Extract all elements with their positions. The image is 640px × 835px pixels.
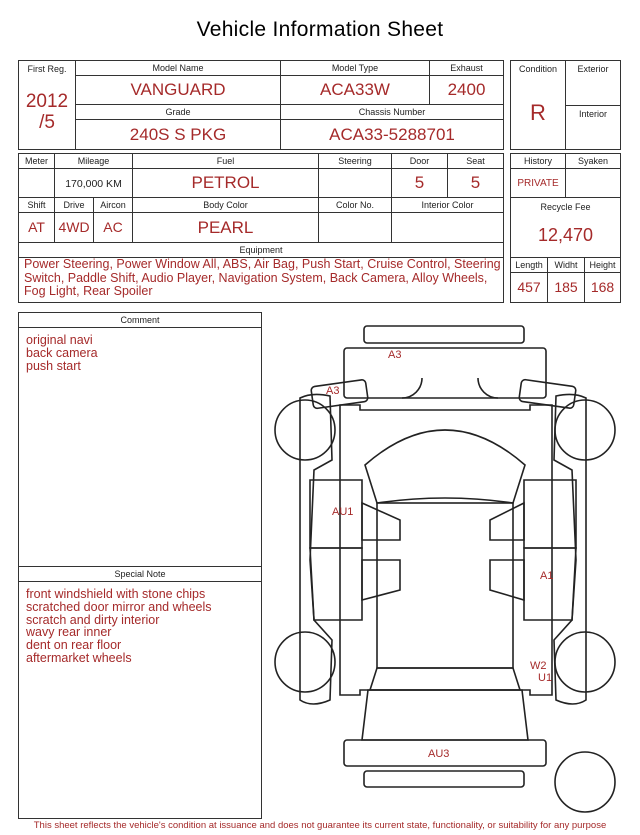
- model-name-value: VANGUARD: [130, 80, 226, 99]
- aircon-header: [93, 197, 133, 213]
- color-no-cell: [318, 212, 392, 243]
- chassis-value: ACA33-5288701: [329, 125, 455, 144]
- damage-rear-right-2: U1: [538, 672, 553, 684]
- damage-right-door: A1: [540, 570, 554, 582]
- model-type-label: Model Type: [331, 63, 379, 73]
- seat-label: Seat: [466, 156, 485, 166]
- model-type-value: ACA33W: [320, 80, 390, 99]
- hood-shape: [344, 348, 546, 398]
- seat-cell: [447, 168, 504, 198]
- car-damage-diagram: [268, 318, 628, 818]
- grade-label: Grade: [165, 107, 191, 117]
- model-name-label: Model Name: [152, 63, 204, 73]
- condition-cell: [510, 60, 566, 150]
- fuel-label: Fuel: [216, 156, 235, 166]
- comment-header: [18, 312, 262, 328]
- interior-label: Interior: [578, 109, 607, 119]
- history-label: History: [523, 156, 552, 166]
- first-reg-label: First Reg.: [27, 64, 67, 74]
- right-rear-window: [490, 560, 524, 600]
- exterior-cell: [565, 60, 621, 106]
- first-reg-month: /5: [39, 112, 55, 133]
- recycle-fee-label: Recycle Fee: [540, 202, 591, 212]
- rear-hatch: [362, 690, 528, 740]
- body-color-header: [132, 197, 319, 213]
- body-color-label: Body Color: [203, 200, 248, 210]
- page-title: Vehicle Information Sheet: [196, 18, 444, 41]
- color-no-header: [318, 197, 392, 213]
- shift-cell: [18, 212, 55, 243]
- drive-header: [54, 197, 94, 213]
- shift-label: Shift: [27, 200, 46, 210]
- comment-list: [26, 334, 98, 372]
- left-body-side: [300, 394, 332, 704]
- model-name-header: [75, 60, 281, 76]
- windshield-shape: [365, 430, 525, 503]
- damage-front-left: A3: [326, 385, 340, 397]
- special-note-item: scratched door mirror and wheels: [26, 599, 212, 614]
- length-header: [510, 257, 548, 273]
- length-cell: [510, 272, 548, 303]
- meter-cell: [18, 168, 55, 198]
- color-no-label: Color No.: [335, 200, 374, 210]
- height-header: [584, 257, 621, 273]
- history-value: PRIVATE: [517, 178, 559, 189]
- drive-label: Drive: [63, 200, 85, 210]
- left-rear-door: [310, 548, 362, 620]
- front-bumper-shape: [364, 326, 524, 343]
- mileage-header: [54, 153, 133, 169]
- grade-value: 240S S PKG: [129, 125, 227, 144]
- shift-value: AT: [28, 219, 45, 235]
- width-value: 185: [554, 279, 578, 295]
- right-rear-door: [524, 548, 576, 620]
- aircon-value: AC: [103, 219, 123, 235]
- syaken-cell: [565, 168, 621, 198]
- equipment-header: [18, 242, 504, 258]
- syaken-label: Syaken: [577, 156, 609, 166]
- history-cell: [510, 168, 566, 198]
- grade-cell: [75, 119, 281, 150]
- exhaust-label: Exhaust: [450, 63, 483, 73]
- rear-left-wheel: [275, 632, 335, 692]
- interior-color-label: Interior Color: [421, 200, 474, 210]
- model-type-header: [280, 60, 430, 76]
- first-reg-cell: [18, 60, 76, 150]
- model-type-cell: [280, 75, 430, 105]
- length-value: 457: [517, 279, 541, 295]
- special-note-item: dent on rear floor: [26, 638, 122, 653]
- interior-color-cell: [391, 212, 504, 243]
- door-cell: [391, 168, 448, 198]
- special-note-item: scratch and dirty interior: [26, 612, 160, 627]
- steering-label: Steering: [338, 156, 372, 166]
- damage-left-door: AU1: [332, 506, 354, 518]
- exhaust-value: 2400: [447, 80, 486, 99]
- roof-shape: [377, 503, 513, 668]
- hood-left-arc: [402, 378, 422, 398]
- fuel-cell: [132, 168, 319, 198]
- special-note-item: wavy rear inner: [26, 625, 112, 640]
- door-value: 5: [414, 173, 425, 192]
- aircon-cell: [93, 212, 133, 243]
- drive-value: 4WD: [58, 219, 90, 235]
- width-label: Widht: [554, 260, 578, 270]
- meter-header: [18, 153, 55, 169]
- damage-roof: A3: [388, 349, 402, 361]
- door-label: Door: [409, 156, 430, 166]
- equipment-value: Power Steering, Power Window All, ABS, Air Bag, Push Start, Cruise Control, Steering Switch, Paddle Shift, Audio Player, Navigation System, Back Camera, Alloy Wheels, Fog Light, Rear Spoiler: [24, 257, 501, 298]
- body-color-value: PEARL: [197, 218, 254, 237]
- model-name-cell: [75, 75, 281, 105]
- comment-item: push start: [26, 358, 81, 373]
- exterior-label: Exterior: [577, 64, 609, 74]
- rear-step-shape: [364, 771, 524, 787]
- left-front-window: [362, 503, 400, 540]
- height-value: 168: [590, 279, 615, 295]
- aircon-label: Aircon: [100, 200, 126, 210]
- special-note-item: aftermarket wheels: [26, 650, 132, 665]
- chassis-header: [280, 104, 504, 120]
- spare-wheel: [555, 752, 615, 812]
- interior-color-header: [391, 197, 504, 213]
- condition-label: Condition: [518, 64, 558, 74]
- length-label: Length: [515, 260, 543, 270]
- chassis-label: Chassis Number: [358, 107, 426, 117]
- damage-rear-right-1: W2: [530, 660, 547, 672]
- special-note-item: front windshield with stone chips: [26, 587, 206, 601]
- seat-value: 5: [470, 173, 481, 192]
- width-header: [547, 257, 585, 273]
- special-note-header: [18, 566, 262, 582]
- right-front-window: [490, 503, 524, 540]
- comment-item: back camera: [26, 345, 98, 360]
- fuel-value: PETROL: [191, 173, 260, 192]
- fuel-header: [132, 153, 319, 169]
- exhaust-cell: [429, 75, 504, 105]
- body-outline: [340, 405, 552, 695]
- comment-label: Comment: [120, 315, 160, 325]
- front-right-wheel: [555, 400, 615, 460]
- right-body-side: [554, 394, 586, 704]
- width-cell: [547, 272, 585, 303]
- first-reg-year: 2012: [25, 91, 69, 112]
- drive-cell: [54, 212, 94, 243]
- equipment-label: Equipment: [239, 245, 283, 255]
- hood-right-arc: [478, 378, 498, 398]
- mileage-value: 170,000 KM: [65, 178, 122, 190]
- door-header: [391, 153, 448, 169]
- chassis-cell: [280, 119, 504, 150]
- special-note-list: [26, 588, 212, 665]
- seat-header: [447, 153, 504, 169]
- height-label: Height: [589, 260, 616, 270]
- recycle-fee-cell: [510, 197, 621, 258]
- steering-header: [318, 153, 392, 169]
- grade-header: [75, 104, 281, 120]
- comment-item: original navi: [26, 333, 93, 347]
- shift-header: [18, 197, 55, 213]
- left-rear-window: [362, 560, 400, 600]
- rear-window: [370, 668, 520, 690]
- mileage-cell: [54, 168, 133, 198]
- exhaust-header: [429, 60, 504, 76]
- syaken-header: [565, 153, 621, 169]
- interior-cell: [565, 105, 621, 150]
- body-color-cell: [132, 212, 319, 243]
- rear-right-wheel: [555, 632, 615, 692]
- meter-label: Meter: [24, 156, 48, 166]
- steering-cell: [318, 168, 392, 198]
- recycle-fee-value: 12,470: [537, 225, 594, 245]
- condition-value: R: [530, 100, 546, 125]
- special-note-label: Special Note: [114, 569, 166, 579]
- disclaimer-footer: This sheet reflects the vehicle's condition at issuance and does not guarantee its current state, functionality, or suitability for any purpose: [33, 820, 607, 831]
- height-cell: [584, 272, 621, 303]
- history-header: [510, 153, 566, 169]
- damage-rear-bumper: AU3: [428, 748, 450, 760]
- front-left-wheel: [275, 400, 335, 460]
- right-front-door: [524, 480, 576, 548]
- mileage-label: Mileage: [77, 156, 110, 166]
